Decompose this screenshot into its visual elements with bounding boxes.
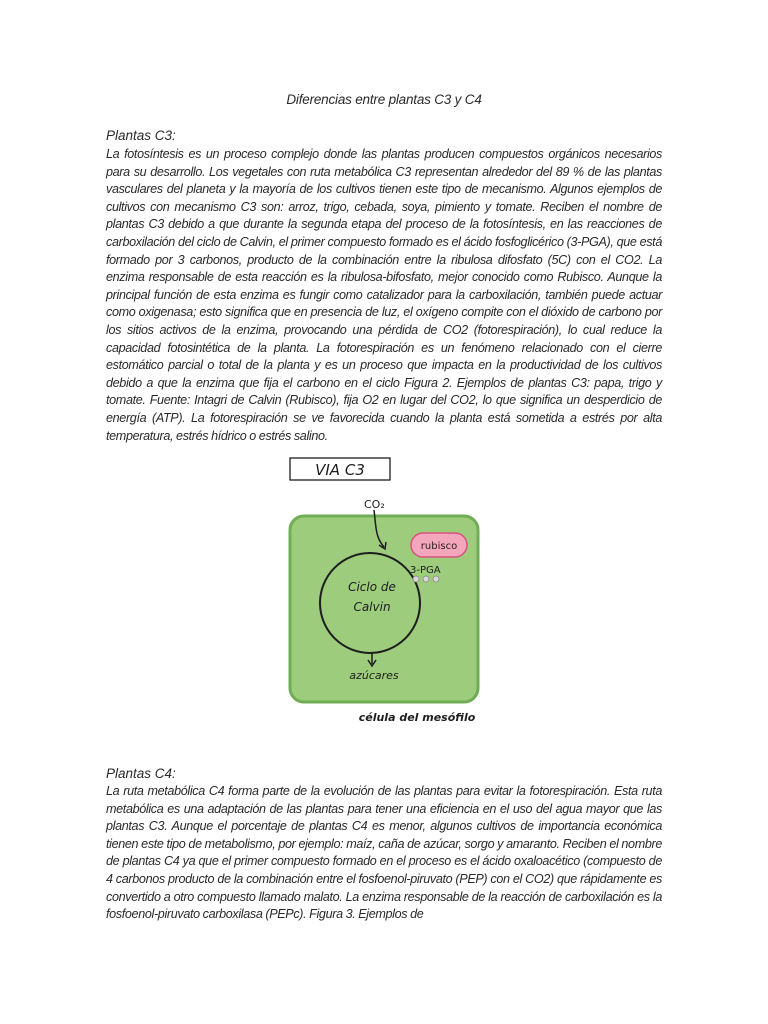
c3-heading: Plantas C3:: [106, 128, 176, 143]
pga-molecule-3: [433, 576, 439, 582]
pga-molecule-2: [423, 576, 429, 582]
figure-title: VIA C3: [315, 461, 365, 479]
co2-label: CO₂: [364, 498, 385, 511]
pga-label: 3-PGA: [410, 565, 441, 576]
figure-caption: célula del mesófilo: [358, 711, 476, 724]
page-title: Diferencias entre plantas C3 y C4: [286, 92, 482, 107]
cycle-label-line1: Ciclo de: [348, 580, 396, 594]
via-c3-diagram: [280, 455, 500, 735]
sugar-label: azúcares: [349, 669, 399, 682]
cycle-label-line2: Calvin: [353, 600, 391, 614]
c4-paragraph: La ruta metabólica C4 forma parte de la evolución de las plantas para evitar la fotorespiración. Esta ruta metabólica es una adaptación de las plantas para tener una eficiencia en el uso del agua mayor que las plantas C3. Aunque el porcentaje de plantas C4 es menor, algunos cultivos de importancia económica tienen este tipo de metabolismo, por ejemplo: maíz, caña de azúcar, sorgo y amaranto. Reciben el nombre de plantas C4 ya que el primer compuesto formado en el proceso es el ácido oxaloacético (compuesto de 4 carbonos producto de la combinación entre el fosfoenol-piruvato (PEP) con el CO2) que rápidamente es convertido a otro compuesto llamado malato. La enzima responsable de la reacción de carboxilación es la fosfoenol-piruvato carboxilasa (PEPc). Figura 3. Ejemplos de: [106, 784, 662, 922]
c3-paragraph: La fotosíntesis es un proceso complejo donde las plantas producen compuestos orgánicos necesarios para su desarrollo. Los vegetales con ruta metabólica C3 representan alrededor del 89 % de las plantas vasculares del planeta y la mayoría de los cultivos tienen este tipo de mecanismo. Algunos ejemplos de cultivos con mecanismo C3 son: arroz, trigo, cebada, soya, pimiento y tomate. Reciben el nombre de plantas C3 debido a que durante la segunda etapa del proceso de la fotosíntesis, en las reacciones de carboxilación del ciclo de Calvin, el primer compuesto formado es el ácido fosfoglicérico (3-PGA), que está formado por 3 carbonos, producto de la combinación entre la ribulosa difosfato (5C) con el CO2. La enzima responsable de esta reacción es la ribulosa-bifosfato, mejor conocido como Rubisco. Aunque la principal función de esta enzima es fungir como catalizador para la carboxilación, también puede actuar como oxigenasa; esto significa que en presencia de luz, el oxígeno compite con el dióxido de carbono por los sitios activos de la enzima, provocando una pérdida de CO2 (fotorespiración), lo cual reduce la capacidad fotosintética de la planta. La fotorespiración es un fenómeno relacionado con el cierre estomático parcial o total de la planta y es un proceso que impacta en la productividad de los cultivos debido a que la enzima que fija el carbono en el ciclo Figura 2. Ejemplos de plantas C3: papa, trigo y tomate. Fuente: Intagri de Calvin (Rubisco), fija O2 en lugar del CO2, lo que significa un desperdicio de energía (ATP). La fotorespiración se ve favorecida cuando la planta está sometida a estrés por alta temperatura, estrés hídrico o estrés salino.: [106, 147, 662, 443]
c4-heading: Plantas C4:: [106, 766, 176, 781]
pga-molecule-1: [413, 576, 419, 582]
rubisco-label: rubisco: [420, 541, 458, 552]
